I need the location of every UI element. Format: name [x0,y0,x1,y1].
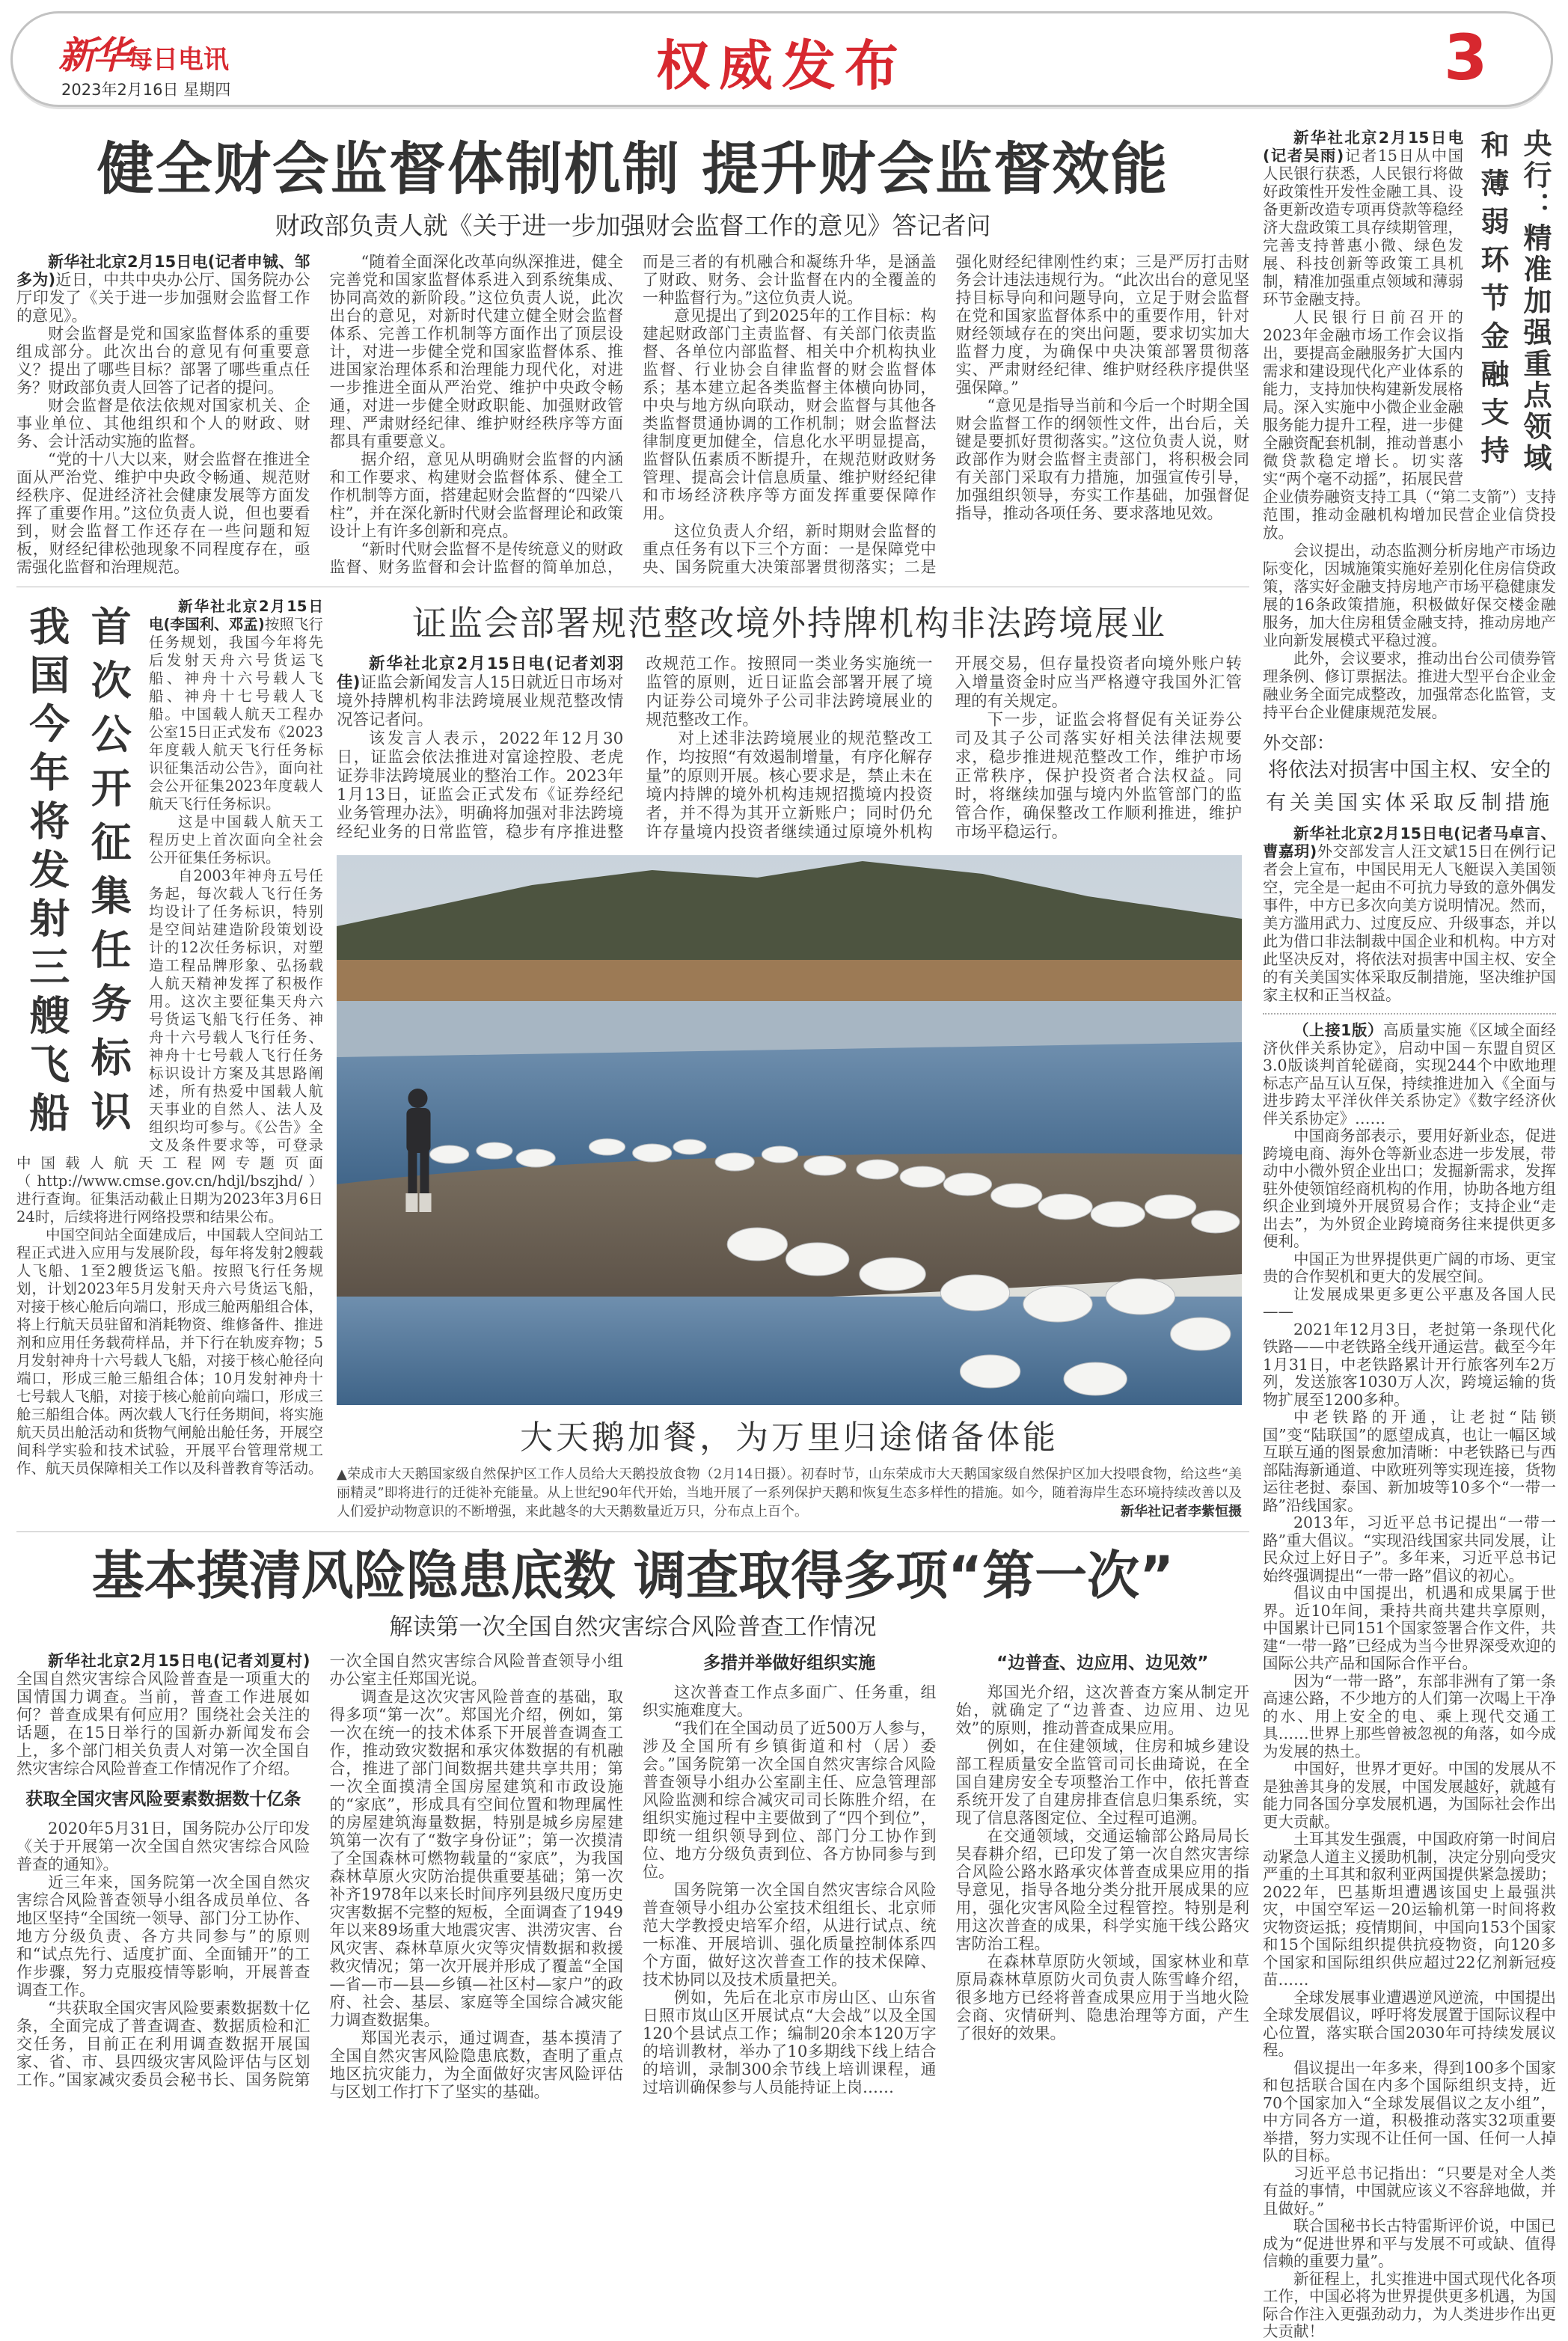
paragraph: 中国空间站全面建成后，中国载人空间站工程正式进入应用与发展阶段，每年将发射2艘载人飞船、1至2艘货运飞船。按照飞行任务规划，计划2023年5月发射天舟六号货运飞船，对接于核心舱后向端口，形成三舱两船组合体，将上行航天员驻留和消耗物资、维修备件、推进剂和应用任务载荷样品，并下行在轨废弃物；5月发射神舟十六号载人飞船，对接于核心舱径向端口，形成三舱三船组合体；10月发射神舟十七号载人飞船，对接于核心舱前向端口，形成三舱三船组合体。两次载人飞行任务期间，将实施航天员出舱活动和货物气闸舱出舱任务，开展空间科学实验和技术试验，开展平台管理常规工作、航天员保障相关工作以及科普教育等活动。 [16,1226,323,1477]
paragraph: 此外，会议要求，推动出台公司债券管理条例、修订票据法。推进大型平台企业金融业务全面完成整改，加强常态化监管，支持平台企业健康规范发展。 [1263,649,1556,721]
paragraph-text: 全国自然灾害综合风险普查是一项重大的国情国力调查。当前，普查工作进展如何？普查成果有何应用？围绕社会关注的话题，在15日举行的国新办新闻发布会上，多个部门相关负责人对第一次全国自然灾害综合风险普查工作情况作了介绍。 [16,1670,310,1778]
photo-caption-text: ▲荣成市大天鹅国家级自然保护区工作人员给大天鹅投放食物（2月14日摄）。初春时节，山东荣成市大天鹅国家级自然保护区加大投喂食物，给这些“美丽精灵”即将进行的迁徙补充能量。从上世纪90年代开始，当地开展了一系列保护天鹅和恢复生态多样性的措施。如今，随着海岸生态环境持续改善以及人们爱护动物意识的不断增强，来此越冬的大天鹅数量近万只，分布点上百个。 [337,1466,1242,1520]
dateline-paragraph [1263,1022,1556,1127]
photo-caption [337,1465,1242,1521]
paragraph: 在森林草原防火领域，国家林业和草原局森林草原防火司负责人陈雪峰介绍，很多地方已经将普查成果应用于当地火险会商、灾情研判、隐患治理等方面，产生了很好的效果。 [955,1953,1249,2042]
dateline: 新华社北京2月15日电(记者刘夏村) [48,1652,310,1670]
paragraph: 调查是这次灾害风险普查的基础，取得多项“第一次”。郑国光介绍，例如，第一次在统一的技术体系下开展普查调查工作，推动致灾数据和承灾体数据的有机融合，推进了部门间数据共建共享共用；第一次全面摸清全国房屋建筑和市政设施的“家底”，形成具有空间位置和物理属性的房屋建筑海量数据，特别是城乡房屋建筑第一次有了“数字身份证”；第一次摸清了全国森林可燃物载量的“家底”，为我国森林草原火灾防治提供重要基础；第一次补齐1978年以来长时间序列县级尺度历史灾害数据不完整的短板，全面调查了1949年以来89场重大地震灾害、洪涝灾害、台风灾害、森林草原火灾等灾情数据和救援救灾情况；第一次开展并形成了覆盖“全国—省—市—县—乡镇—社区村—家户”的政府、社会、基层、家庭等全国综合减灾能力调查数据集。 [329,1688,623,2029]
paragraph: “共获取全国灾害风险要素数据数十亿条，全面完成了普查调查、数据质检和汇交任务，目前正在利用调查数据开展国家、省、市、县四级灾害风险评估与区划工作。”国家减灾委员会秘书长、国务院第一次全国自然灾害综合风险普查领导小组办公室主任郑国光说。 [16,1652,623,2089]
space-headline-sub: 我国今年将发射三艘飞船 [22,605,71,1140]
paragraph: 意见提出了到2025年的工作目标：构建起财政部门主责监督、有关部门依责监督、各单位内部监督、相关中介机构执业监督、行业协会自律监督的财会监督体系；基本建立起各类监督主体横向协同，中央与地方纵向联动，财会监督与其他各类监督贯通协调的工作机制；财会监督法律制度更加健全，信息化水平明显提高，监督队伍素质不断提升，在规范财政财务管理、提高会计信息质量、维护财经纪律和市场经济秩序等方面发挥重要保障作用。 [643,307,937,522]
dateline-paragraph [16,1652,310,1778]
paragraph: 人民银行日前召开的2023年金融市场工作会议指出，要提高金融服务扩大国内需求和建设现代化产业体系的能力，支持加快构建新发展格局。深入实施中小微企业金融服务能力提升工程，进一步健全融资配套机制，推动普惠小微贷款稳定增长。切实落实“两个毫不动摇”，拓展民营企业债券融资支持工具（“第二支箭”）支持范围，推动金融机构增加民营企业信贷投放。 [1263,308,1556,542]
paragraph: 2021年12月3日，老挝第一条现代化铁路——中老铁路全线开通运营。截至今年1月31日，中老铁路累计开行旅客列车2万列，发送旅客1030万人次，跨境运输的货物扩展至1200多种。 [1263,1320,1556,1409]
space-headline-main: 首次公开征集任务标识 [85,605,133,1144]
csrc-story-body [337,655,1242,842]
paragraph-text: 高质量实施《区域全面经济伙伴关系协定》，启动中国－东盟自贸区3.0版谈判首轮磋商，实现244个中欧地理标志产品互认互保，持续推进加入《全面与进步跨太平洋伙伴关系协定》《数字经济伙伴关系协定》…… [1263,1021,1557,1127]
paragraph: 全球发展事业遭遇逆风逆流，中国提出全球发展倡议，呼吁将发展置于国际议程中心位置，落实联合国2030年可持续发展议程。 [1263,1988,1556,2059]
paragraph: 据介绍，意见从明确财会监督的内涵和工作要求、构建财会监督体系、健全工作机制等方面，搭建起财会监督的“四梁八柱”，并在深化新时代财会监督理论和政策设计上有许多创新和亮点。 [329,450,623,540]
paragraph: 会议提出，动态监测分析房地产市场边际变化，因城施策实施好差别化住房信贷政策，落实好金融支持房地产市场平稳健康发展的16条政策措施，积极做好保交楼金融服务，加大住房租赁金融支持，推动房地产业向新发展模式平稳过渡。 [1263,542,1556,649]
right-column [1263,129,1556,2341]
paragraph: 国务院第一次全国自然灾害综合风险普查领导小组办公室技术组组长、北京师范大学教授史培军介绍，从进行试点、统一标准、开展培训、强化质量控制体系四个方面，做好这次普查工作的技术保障、技术协同以及技术质量把关。 [643,1881,937,1989]
paragraph: 中国好，世界才更好。中国的发展从不是独善其身的发展，中国发展越好，就越有能力同各国分享发展机遇，为国际社会作出更大贡献。 [1263,1760,1556,1831]
paragraph: 财会监督是依法依规对国家机关、企事业单位、其他组织和个人的财政、财务、会计活动实施的监督。 [16,397,310,450]
dateline: 新华社北京2月15日电(记者刘羽佳) [337,655,624,692]
paragraph-text: 证监会新闻发言人15日就近日市场对境外持牌机构非法跨境展业规范整改情况答记者问。 [337,673,624,729]
mfa-headline-line-1: 将依法对损害中国主权、安全的 [1268,759,1551,782]
photo-credit: 新华社记者李紫恒摄 [1121,1504,1242,1520]
space-headline [16,598,149,1151]
dateline-paragraph [16,253,310,325]
pboc-story [1263,129,1556,721]
paragraph: 自2003年神舟五号任务起，每次载人飞行任务均设计了任务标识，特别是空间站建造阶段策划设计的12次任务标识，对塑造工程品牌形象、弘扬载人航天精神发挥了积极作用。这次主要征集天舟六号货运飞船飞行任务、神舟十六号载人飞行任务、神舟十七号载人飞行任务标识设计方案及其思路阐述，所有热爱中国载人航天事业的自然人、法人及组织均可参与。《公告》全文及条件要求等，可登录中国载人航天工程网专题页面（http://www.cmse.gov.cn/hdjl/bszjhd/）进行查询。征集活动截止日期为2023年3月6日24时，后续将进行网络投票和结果公布。 [16,867,323,1225]
page-number: 3 [1444,21,1488,94]
paragraph: 郑国光表示，通过调查，基本摸清了全国自然灾害风险隐患底数，查明了重点地区抗灾能力，为全面做好灾害风险评估与区划工作打下了坚实的基础。 [329,2029,623,2101]
paragraph: 对上述非法跨境展业的规范整改工作，均按照“有效遏制增量，有序化解存量”的原则开展。核心要求是，禁止未在境内持牌的境外机构违规招揽境内投资者，并不得为其开立新账户；同时仍允许存量境内投资者继续通过原境外机构开展交易，但存量投资者向境外账户转入增量资金时应当严格遵守我国外汇管理的有关规定。 [646,655,1242,842]
dateline: 新华社北京2月15日电(李国利、邓孟) [149,598,323,633]
pboc-headline [1463,129,1556,488]
paragraph: 中国商务部表示，要用好新业态，促进跨境电商、海外仓等新业态进一步发展，带动中小微外贸企业出口；发掘新需求，发挥驻外使领馆经商机构的作用，协助各地方组织企业到境外开展贸易合作；支持企业“走出去”，为外贸企业跨境商务往来提供更多便利。 [1263,1127,1556,1250]
dateline: 新华社北京2月15日电(记者吴雨) [1263,129,1463,165]
photo-image [337,855,1242,1405]
paragraph: “意见是指导当前和今后一个时期全国财会监督工作的纲领性文件，出台后，关键是要抓好贯彻落实。”这位负责人说，财政部作为财会监督主责部门，将积极会同有关部门采取有力措施，加强宣传引导，加强组织领导，夯实工作基础，加强督促指导，推动各项任务、要求落地见效。 [955,397,1249,522]
paragraph: 例如，在住建领域，住房和城乡建设部工程质量安全监管司司长曲琦说，在全国自建房安全专项整治工作中，依托普查系统开发了自建房排查信息归集系统，实现了信息落图定位、全过程可追溯。 [955,1737,1249,1827]
paragraph: 习近平总书记指出：“只要是对全人类有益的事情，中国就应该义不容辞地做，并且做好。” [1263,2164,1556,2218]
pboc-headline-line-2: 和薄弱环节金融支持 [1476,130,1510,474]
paragraph: 倡议提出一年多来，得到100多个国家和包括联合国在内多个国际组织支持，近70个国家加入“全球发展倡议之友小组”，中方同各方一道，积极推动落实32项重要举措，努力实现不让任何一国、任何一人掉队的目标。 [1263,2058,1556,2164]
section-subhead: “边普查、边应用、边见效” [996,1653,1209,1673]
lead-story-subtitle: 财政部负责人就《关于进一步加强财会监督工作的意见》答记者问 [275,211,991,240]
paragraph: 这位负责人介绍，新时期财会监督的重点任务有以下三个方面：一是保障党中央、国务院重大决策部署贯彻落实；二是强化财经纪律刚性约束；三是严厉打击财务会计违法违规行为。“此次出台的意见坚持目标导向和问题导向，立足于财会监督在党和国家监督体系中的重要作用，针对财经领域存在的突出问题，要求切实加大监督力度，为确保中央决策部署贯彻落实、严肃财经纪律、维护财经秩序提供坚强保障。” [643,253,1249,576]
section-subhead: 获取全国灾害风险要素数据数十亿条 [25,1790,301,1809]
paragraph: 这是中国载人航天工程历史上首次面向全社会公开征集任务标识。 [149,813,323,866]
paragraph: 财会监督是党和国家监督体系的重要组成部分。此次出台的意见有何重要意义？提出了哪些目标？部署了哪些重点任务？财政部负责人回答了记者的提问。 [16,325,310,397]
mfa-headline [1263,754,1556,820]
paragraph: 联合国秘书长古特雷斯评价说，中国已成为“促进世界和平与发展不可或缺、值得信赖的重要力量”。 [1263,2217,1556,2270]
section-subhead: 多措并举做好组织实施 [703,1653,876,1673]
middle-column [337,598,1242,1521]
publication-date: 2023年2月16日 星期四 [61,81,231,99]
paragraph: 中国正为世界提供更广阔的市场、更宝贵的合作契机和更大的发展空间。 [1263,1249,1556,1285]
lead-story-body [16,253,1249,576]
continued-story-body [1263,1022,1556,2341]
paragraph-text: 按照飞行任务规划，我国今年将先后发射天舟六号货运飞船、神舟十六号载人飞船、神舟十七号载人飞船。中国载人航天工程办公室15日正式发布《2023年度载人航天飞行任务标识征集活动公告》，面向社会公开征集2023年度载人航天飞行任务标识。 [149,616,323,813]
dotted-divider [1263,1013,1556,1015]
swan-feeding-photo [337,855,1242,1405]
newspaper-logo [58,25,229,79]
section-title: 权威发布 [655,34,907,97]
paragraph-text: 外交部发言人汪文斌15日在例行记者会上宣布，中国民用无人飞艇误入美国领空，完全是一起由不可抗力导致的意外偶发事件，中方已多次向美方说明情况。然而，美方滥用武力、过度反应、升级事态，并以此为借口非法制裁中国企业和机构。中方对此坚决反对，将依法对损害中国主权、安全的有关美国实体采取反制措施，坚决维护国家主权和正当权益。 [1263,842,1556,1004]
dateline: （上接1版） [1293,1021,1384,1039]
logo-brush-text: 新华 [58,33,127,77]
census-headline: 基本摸清风险隐患底数 调查取得多项“第一次” [91,1545,1175,1606]
paragraph: 2013年，习近平总书记提出“一带一路”重大倡议。“实现沿线国家共同发展，让民众过上好日子”。多年来，习近平总书记始终强调提出“一带一路”倡议的初心。 [1263,1514,1556,1585]
paragraph: “我们在全国动员了近500万人参与，涉及全国所有乡镇街道和村（居）委会。”国务院第一次全国自然灾害综合风险普查领导小组办公室副主任、应急管理部风险监测和综合减灾司司长陈胜介绍，在组织实施过程中主要做到了“四个到位”，即统一组织领导到位、部门分工协作到位、地方分级负责到位、各方协同参与到位。 [643,1719,937,1881]
paragraph: “党的十八大以来，财会监督在推进全面从严治党、维护中央政令畅通、规范财经秩序、促进经济社会健康发展等方面发挥了重要作用。”这位负责人说，但也要看到，财会监督工作还存在一些问题和短板，财经纪律松弛现象不同程度存在，亟需强化监督和治理规范。 [16,450,310,576]
paragraph: 新征程上，扎实推进中国式现代化各项工作，中国必将为世界提供更多机遇，为国际合作注入更强劲动力，为人类进步作出更大贡献！ [1263,2269,1556,2340]
dateline: 新华社北京2月15日电(记者马卓言、曹嘉玥) [1263,824,1556,860]
mfa-headline-line-2: 有关美国实体采取反制措施 [1266,792,1553,815]
photo-title: 大天鹅加餐，为万里归途储备体能 [520,1419,1059,1457]
dateline: 新华社北京2月15日电(记者申铖、邹多为) [16,253,310,289]
paragraph: 下一步，证监会将督促有关证券公司及其子公司落实好相关法律法规要求，稳步推进规范整改工作，维护市场正常秩序，保护投资者合法权益。同时，将继续加强与境内外监管部门的监管合作，确保整改工作顺利推进，维护市场平稳运行。 [955,711,1242,842]
census-subtitle: 解读第一次全国自然灾害综合风险普查工作情况 [389,1614,877,1641]
paragraph: 这次普查工作点多面广、任务重，组织实施难度大。 [643,1683,937,1719]
logo-name-text: 每日电讯 [127,45,229,75]
csrc-headline: 证监会部署规范整改境外持牌机构非法跨境展业 [412,603,1166,643]
pboc-headline-line-1: 央行：精准加强重点领域 [1519,129,1552,474]
paragraph: 在交通领域，交通运输部公路局局长吴春耕介绍，已印发了第一次自然灾害综合风险公路水路承灾体普查成果应用的指导意见，指导各地分类分批开展成果的应用，强化灾害风险全过程管控。特别是利用这次普查的成果，科学实施干线公路灾害防治工程。 [955,1827,1249,1953]
paragraph: 郑国光介绍，这次普查方案从制定开始，就确定了“边普查、边应用、边见效”的原则，推动普查成果应用。 [955,1683,1249,1737]
main-area [16,133,1249,2101]
divider [16,1531,1249,1532]
paragraph: 让发展成果更多更公平惠及各国人民—— [1263,1285,1556,1321]
paragraph-text: 近日，中共中央办公厅、国务院办公厅印发了《关于进一步加强财会监督工作的意见》。 [16,271,310,325]
paragraph: 因为“一带一路”，东部非洲有了第一条高速公路，不少地方的人们第一次喝上干净的水、用上安全的电、乘上现代交通工具……世界上那些曾被忽视的角落，如今成为发展的热土。 [1263,1671,1556,1760]
space-story [16,598,323,1478]
paragraph: 土耳其发生强震，中国政府第一时间启动紧急人道主义援助机制，决定分别向受灾严重的土耳其和叙利亚两国提供紧急援助；2022年，巴基斯坦遭遇该国史上最强洪灾，中国空军运－20运输机第一时间将救灾物资运抵；疫情期间，中国向153个国家和15个国际组织提供抗疫物资，向120多个国家和国际组织供应超过22亿剂新冠疫苗…… [1263,1830,1556,1989]
paragraph: 近三年来，国务院第一次全国自然灾害综合风险普查领导小组各成员单位、各地区坚持“全国统一领导、部门分工协作、地方分级负责、各方共同参与”的原则和“试点先行、适度扩面、全面铺开”的工作步骤，努力克服疫情等影响，开展普查调查工作。 [16,1873,310,1999]
paragraph: “随着全面深化改革向纵深推进，健全完善党和国家监督体系进入到系统集成、协同高效的新阶段。”这位负责人说，此次出台的意见，对新时代建立健全财会监督体系、完善工作机制等方面作出了顶层设计，对进一步健全党和国家监督体系、推进国家治理体系和治理能力现代化，对进一步推进全面从严治党、维护中央政令畅通，对进一步健全财政职能、加强财政管理、严肃财经纪律、维护财经秩序等方面都具有重要意义。 [329,253,623,450]
lead-story-headline: 健全财会监督体制机制 提升财会监督效能 [97,135,1169,202]
dateline-paragraph [337,655,623,729]
dateline-paragraph [1263,824,1556,1004]
paragraph: 倡议由中国提出，机遇和成果属于世界。近10年间，秉持共商共建共享原则，中国累计已同151个国家签署合作文件，共建“一带一路”已经成为当今世界深受欢迎的国际公共产品和国际合作平台。 [1263,1584,1556,1672]
paragraph-text: 记者15日从中国人民银行获悉，人民银行将做好政策性开发性金融工具、设备更新改造专项再贷款等稳经济大盘政策工具存续期管理，完善支持普惠小微、绿色发展、科技创新等政策工具机制，精准加强重点领域和薄弱环节金融支持。 [1263,147,1463,308]
census-story-body [16,1652,1249,2101]
middle-row [16,598,1249,1521]
paragraph: 例如，先后在北京市房山区、山东省日照市岚山区开展试点“大会战”以及全国120个县试点工作；编制20余本120万字的培训教材，举办了10多期线下线上结合的培训，录制300余节线上培训课程，通过培训确保参与人员能持证上岗…… [643,1989,937,2096]
reeds [337,960,1242,1005]
paragraph: 中老铁路的开通，让老挝“陆锁国”变“陆联国”的愿望成真，也让一幅区域互联互通的图景愈加清晰：中老铁路已与西部陆海新通道、中欧班列等实现连接，货物运往老挝、泰国、新加坡等10多个“一带一路”沿线国家。 [1263,1408,1556,1514]
mfa-story-body [1263,824,1556,1004]
paragraph: “新时代财会监督不是传统意义的财政监督、财务监督和会计监督的简单加总，而是三者的有机融合和凝练升华，是涵盖了财政、财务、会计监督在内的全覆盖的一种监督行为。”这位负责人说。 [329,253,937,576]
paragraph: 该发言人表示，2022年12月30日，证监会依法推进对富途控股、老虎证券非法跨境展业的整治工作。2023年1月13日，证监会正式发布《证券经纪业务管理办法》，明确将加强对非法跨境经纪业务的日常监管，稳步有序推进整改规范工作。按照同一类业务实施统一监管的原则，近日证监会部署开展了境内证券公司境外子公司非法跨境展业的规范整改工作。 [337,655,933,842]
paragraph: 2020年5月31日，国务院办公厅印发《关于开展第一次全国自然灾害综合风险普查的通知》。 [16,1820,310,1873]
mfa-kicker: 外交部： [1263,732,1335,753]
